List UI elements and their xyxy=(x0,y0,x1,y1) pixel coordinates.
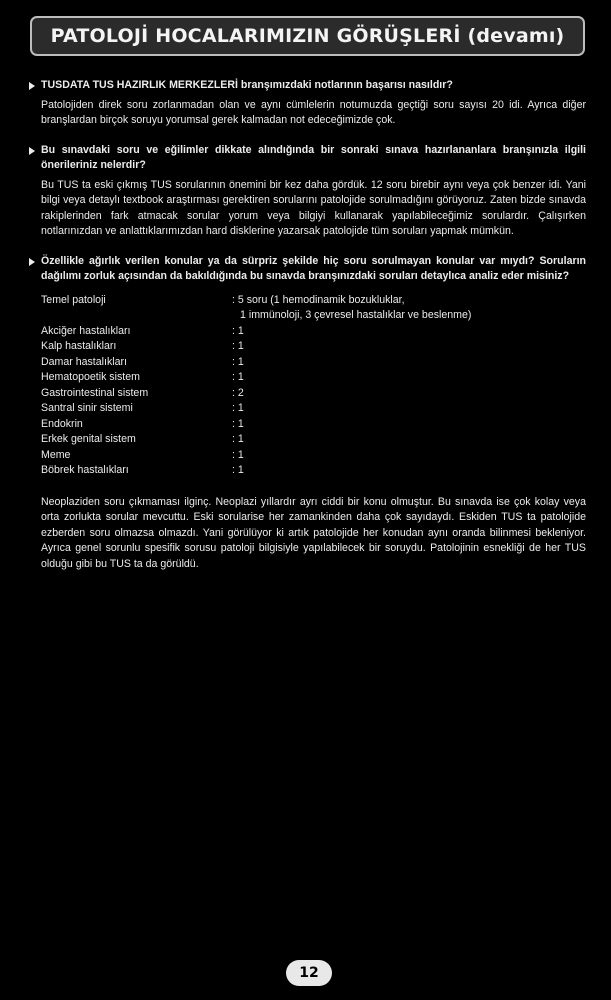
triangle-bullet-icon xyxy=(29,82,35,90)
distribution-row: Akciğer hastalıkları : 1 xyxy=(41,324,244,337)
question-2-text: Bu sınavdaki soru ve eğilimler dikkate alındığında bir sonraki sınava hazırlananlara branşınızla ilgili önerileriniz nelerdir? xyxy=(41,143,586,171)
distribution-row: Gastrointestinal sistem : 2 xyxy=(41,386,244,399)
distribution-row: Erkek genital sistem : 1 xyxy=(41,433,244,445)
distribution-row: Meme : 1 xyxy=(41,448,244,461)
distribution-row: Hematopoetik sistem : 1 xyxy=(41,371,244,383)
question-distribution-list xyxy=(41,293,586,479)
distribution-row: Endokrin : 1 xyxy=(41,417,244,430)
closing-paragraph: Neoplaziden soru çıkmaması ilginç. Neoplazi yıllardır ayrı ciddi bir konu olmuştur. Bu sınavda ise çok kolay veya orta zorlukta sorular mevcuttu. Eski sorularise her zamankinden daha çok sayıdaydı. Eskiden TUS ta patolojide ezberden soru olmazsa olmazdı. Yani görülüyor ki artık patolojide her konudan aynı oranda bilinmesi bekleniyor. Ayrıca genel sorunlu spesifik sorusu patoloji bilgisiyle yapılabilecek bir soruydu. Patolojinin esnekliği de her TUS olduğu gibi bu TUS ta da görüldü. xyxy=(41,495,586,570)
question-3-text: Özellikle ağırlık verilen konular ya da sürpriz şekilde hiç soru sorulmayan konular var mıydı? Soruların dağılımı zorluk açısından da bakıldığında bu sınavda branşınızdaki soruları detaylıca analiz eder misiniz? xyxy=(41,254,586,282)
answer-1: Patolojiden direk soru zorlanmadan olan ve aynı cümlelerin notumuzda geçtiği soru sayısı 20 idi. Ayrıca diğer branşlardan birçok soruyu yorumsal gerek kalmadan not edeceğimizde çok. xyxy=(41,98,586,126)
main-content xyxy=(28,78,586,572)
question-1-text: TUSDATA TUS HAZIRLIK MERKEZLERİ branşımızdaki notlarının başarısı nasıldır? xyxy=(41,79,453,91)
distribution-row: Böbrek hastalıkları : 1 xyxy=(41,464,244,476)
distribution-row: Temel patoloji : 5 soru (1 hemodinamik bozukluklar, 1 immünoloji, 3 çevresel hastalıklar ve beslenme) xyxy=(41,293,472,321)
distribution-row: Kalp hastalıkları : 1 xyxy=(41,340,244,352)
question-3 xyxy=(28,254,586,285)
distribution-row: Santral sinir sistemi : 1 xyxy=(41,402,244,414)
question-1 xyxy=(28,78,586,94)
triangle-bullet-icon xyxy=(29,258,35,266)
question-2 xyxy=(28,143,586,174)
triangle-bullet-icon xyxy=(29,147,35,155)
page-title: PATOLOJİ HOCALARIMIZIN GÖRÜŞLERİ (devamı) xyxy=(50,25,565,47)
answer-2: Bu TUS ta eski çıkmış TUS sorularının önemini bir kez daha gördük. 12 soru birebir aynı veya çok benzer idi. Yani bilgi veya detaylı textbook araştırması gerektiren sorularını patolojide sorulmadığını görüyoruz. Zaten bizde sınavda rakiplerinden fark atmacak sorular yorum veya bilgiyi kullanarak yapılabileceğimiz sorulardır. Çalışırken notlarınızdan ve anlattıklarımızdan hard disklerine yazarsak patolojide tüm soruları yapmak mümkün. xyxy=(41,178,586,237)
page-title-banner xyxy=(30,16,585,56)
distribution-row: Damar hastalıkları : 1 xyxy=(41,355,244,368)
page-number: 12 xyxy=(286,960,332,986)
